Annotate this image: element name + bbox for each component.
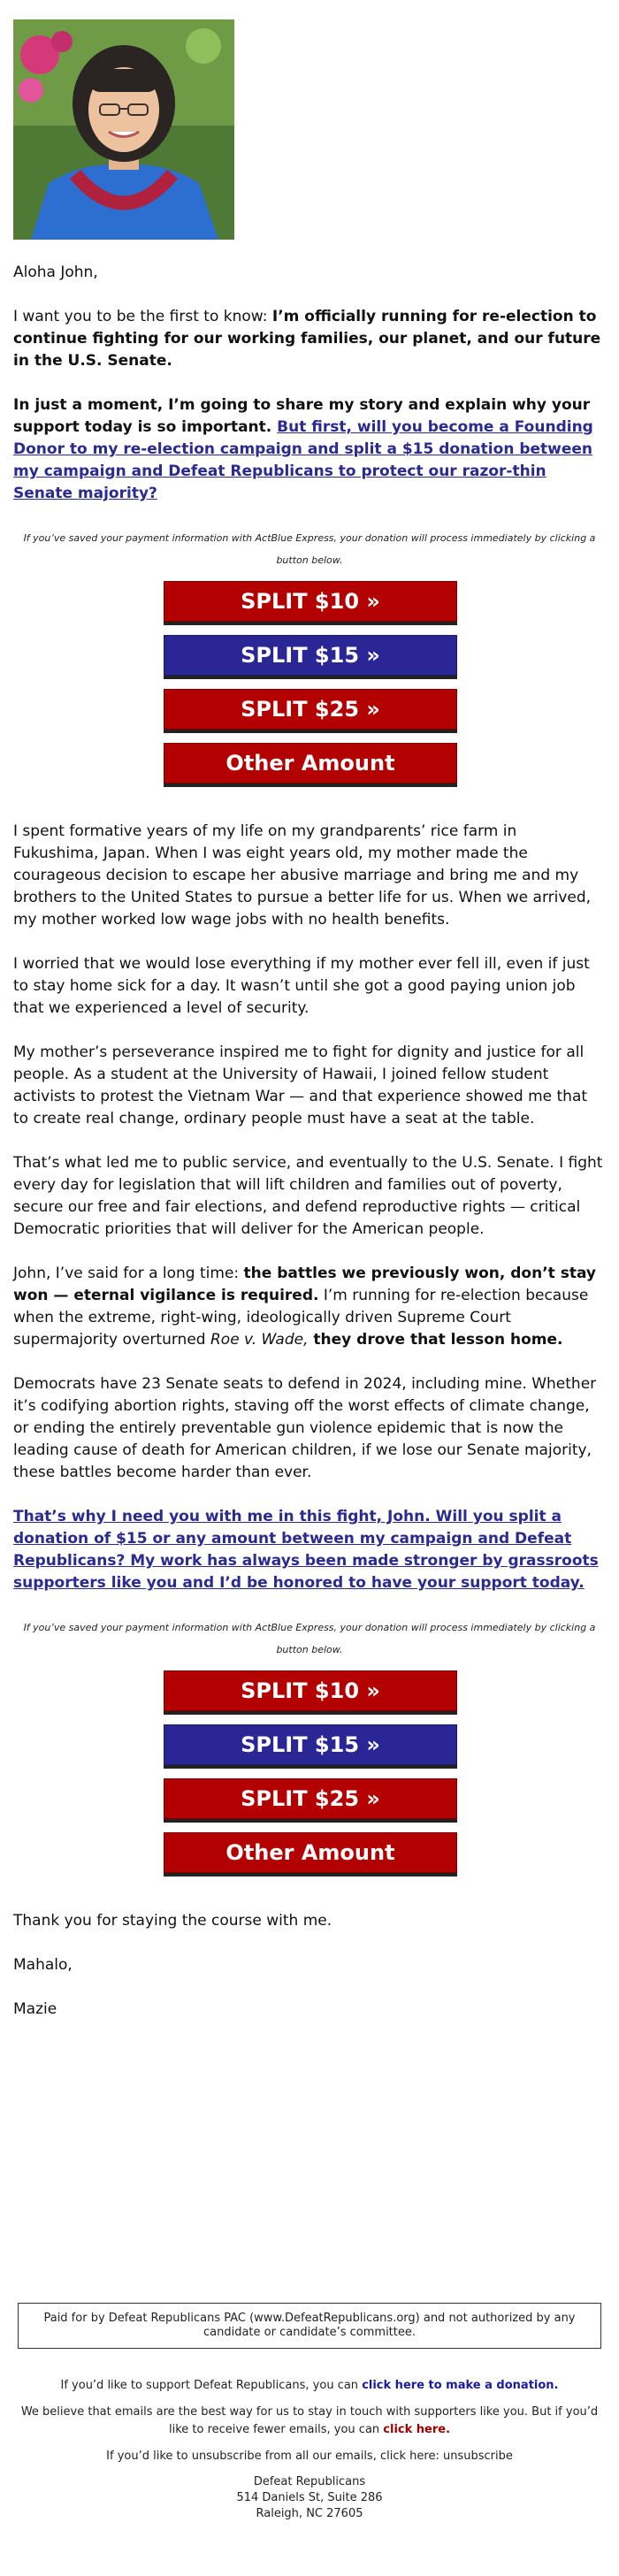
support-lead: If you’d like to support Defeat Republicans, you can — [60, 2379, 363, 2392]
org-city: Raleigh, NC 27605 — [256, 2507, 363, 2520]
founding-donor-link[interactable]: But first, will you become a Founding Donor to my re-election campaign and split a $15 donation between my campaign and Defeat Republicans to protect our razor-thin Senate majority? — [13, 418, 593, 502]
fewer-lead: We believe that emails are the best way for us to stay in touch with supporters like you. But if you’d like to receive fewer emails, you can — [20, 2405, 599, 2436]
story-paragraph-4: That’s what led me to public service, and eventually to the U.S. Senate. I fight every day for legislation that will lift children and families out of poverty, secure our free and fair elections, and defend reproductive rights — critical Democratic priorities that will deliver for the American people. — [13, 1154, 603, 1238]
org-street: 514 Daniels St, Suite 286 — [236, 2491, 383, 2504]
ask-paragraph-2 — [13, 1506, 606, 1594]
support-line — [13, 2377, 606, 2395]
p5-lead: John, I’ve said for a long time: — [13, 1265, 244, 1282]
intro-bold: I’m officially running for re-election to continue fighting for our working families, our planet, and our future in the U.S. Senate. — [13, 308, 601, 370]
intro-paragraph — [13, 306, 606, 372]
split-10-button[interactable]: SPLIT $10 » — [164, 581, 457, 622]
split-donation-link[interactable]: That’s why I need you with me in this fight, John. Will you split a donation of $15 or any amount between my campaign and Defeat Republicans? My work has always been made stronger by grassroots supporters like you and I’d be honored to have your support today. — [13, 1508, 599, 1592]
split-15-button-2[interactable]: SPLIT $15 » — [164, 1724, 457, 1765]
ask1-bold: In just a moment, I’m going to share my story and explain why your support today is so important. — [13, 396, 591, 436]
p5-bold-end: they drove that lesson home. — [308, 1331, 563, 1349]
actblue-express-note: If you’ve saved your payment information with ActBlue Express, your donation will process immediately by clicking a button below. — [23, 532, 596, 566]
p5-middle: I’m running for re-election because when the extreme, right-wing, ideologically driven Supreme Court supermajority overturned — [13, 1287, 589, 1349]
fewer-emails-link[interactable]: click here. — [383, 2423, 451, 2436]
actblue-express-note-2: If you’ve saved your payment information with ActBlue Express, your donation will process immediately by clicking a button below. — [23, 1622, 596, 1655]
ask-paragraph-1 — [13, 394, 606, 505]
org-name: Defeat Republicans — [253, 2475, 366, 2488]
story-paragraph-3: My mother’s perseverance inspired me to fight for dignity and justice for all people. As a student at the University of Hawaii, I joined fellow student activists to protest the Vietnam War — and that experience showed me that to create real change, ordinary people must have a seat at the table. — [13, 1043, 588, 1127]
story-paragraph-5 — [13, 1263, 606, 1351]
other-amount-button[interactable]: Other Amount — [164, 743, 457, 784]
fewer-emails-line — [13, 2404, 606, 2439]
p5-bold: the battles we previously won, don’t stay won — eternal vigilance is required. — [13, 1265, 596, 1304]
intro-lead: I want you to be the first to know: — [13, 308, 272, 325]
split-10-button-2[interactable]: SPLIT $10 » — [164, 1670, 457, 1711]
paid-for-disclaimer — [18, 2303, 601, 2349]
candidate-portrait-image — [13, 19, 234, 240]
story-paragraph-1: I spent formative years of my life on my grandparents’ rice farm in Fukushima, Japan. When I was eight years old, my mother made the courageous decision to escape her abusive marriage and bring me and my brothers to the United States to pursue a better life for us. When we arrived, my mother worked low wage jobs with no health benefits. — [13, 822, 592, 929]
greeting: Aloha John, — [13, 264, 98, 281]
unsubscribe-line[interactable]: If you’d like to unsubscribe from all our emails, click here: unsubscribe — [106, 2450, 513, 2463]
paid-for-text: Paid for by Defeat Republicans PAC (www.DefeatRepublicans.org) and not authorized by any candidate or candidate’s committee. — [43, 2312, 576, 2339]
story-paragraph-2: I worried that we would lose everything if my mother ever fell ill, even if just to stay home sick for a day. It wasn’t until she got a good paying union job that we experienced a level of security. — [13, 955, 590, 1017]
closing-thanks: Thank you for staying the course with me. — [13, 1912, 332, 1930]
closing-signoff: Mahalo, — [13, 1956, 73, 1974]
split-15-button[interactable]: SPLIT $15 » — [164, 635, 457, 676]
story-paragraph-6: Democrats have 23 Senate seats to defend in 2024, including mine. Whether it’s codifying abortion rights, staving off the worst effects of climate change, or ending the entirely preventable gun violence epidemic that is now the leading cause of death for American children, if we lose our Senate majority, these battles become harder than ever. — [13, 1375, 597, 1481]
split-25-button-2[interactable]: SPLIT $25 » — [164, 1778, 457, 1819]
candidate-photo — [13, 19, 234, 240]
other-amount-button-2[interactable]: Other Amount — [164, 1832, 457, 1873]
donation-link[interactable]: click here to make a donation. — [362, 2379, 559, 2392]
split-25-button[interactable]: SPLIT $25 » — [164, 689, 457, 730]
p5-roe: Roe v. Wade, — [210, 1331, 309, 1349]
closing-name: Mazie — [13, 2000, 57, 2018]
